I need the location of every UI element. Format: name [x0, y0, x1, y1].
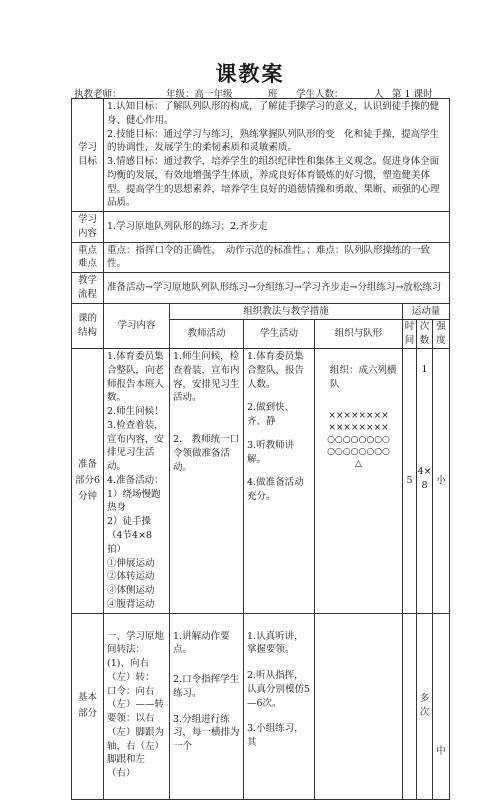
prep-content-line: 1）绕场慢跑热身: [107, 488, 161, 514]
prep-student-line: 4.做准备活动充分。: [247, 477, 304, 503]
basic-student-line: 3.小组练习，其: [247, 723, 304, 749]
basic-student-line: 2.听从指挥，认真分别模仿5—6次。: [247, 670, 311, 709]
prep-content-line: ①伸展运动: [107, 557, 155, 569]
basic-teacher-line: 2.口令指挥学生练习。: [173, 674, 240, 699]
prep-times-2: 4×8: [417, 465, 432, 492]
prep-times: [417, 349, 433, 614]
keypoints-label: 重点难点: [72, 242, 104, 273]
students-label: 学生人数：: [296, 89, 344, 100]
prep-label: 准备部分6分钟: [72, 349, 104, 614]
prep-intensity: 小: [433, 349, 450, 614]
formation-row: ○○○○○○○○: [327, 434, 390, 445]
prep-student-line: 2.做到快、齐、静: [247, 402, 295, 428]
objectives-label: 学习目标: [72, 99, 104, 212]
header-org: 组织与队形: [315, 320, 403, 349]
formation-row: ××××××××: [328, 410, 389, 421]
header-teacher: 教师活动: [170, 320, 244, 349]
formation-row: ○○○○○○○○: [327, 446, 390, 457]
basic-intensity: 中: [433, 613, 450, 799]
basic-time: [403, 613, 417, 799]
basic-student-line: 1.认真听讲，掌握要领。: [247, 630, 304, 656]
basic-organization: [315, 613, 403, 799]
prep-teacher-line: 2. 教师统一口令领做准备活动。: [173, 434, 240, 473]
prep-content-line: 4.准备活动：: [107, 474, 164, 486]
basic-times: 多次: [417, 613, 433, 799]
teacher-triangle-icon: △: [355, 459, 362, 470]
prep-content-line: 2.师生问候！: [107, 406, 164, 418]
basic-content: [104, 613, 174, 799]
prep-times-1: 1: [421, 364, 428, 376]
prep-content-line: ③体侧运动: [107, 585, 155, 597]
objectives-cell: [104, 99, 450, 212]
header-structure: 课的结构: [72, 303, 104, 348]
class-label: 班: [268, 89, 278, 100]
prep-time: 5: [403, 349, 417, 614]
grade-label: 年级：高一年级: [166, 89, 233, 100]
prep-content-line: ②体转运动: [107, 571, 155, 583]
objective-skill: 2.技能目标：通过学习与练习，熟练掌握队列队形的变 化和徒手操，提高学生的协调性，发展学生的柔韧素质和灵敏素质。: [107, 128, 440, 154]
prep-org-title: 组织：成六列横队: [330, 365, 397, 390]
header-content: 学习内容: [104, 303, 170, 348]
prep-student-line: 1.体育委员集合整队，报告人数。: [247, 351, 305, 390]
prep-student-line: 3.听教师讲解。: [247, 439, 295, 465]
objective-emotion: 3.情感目标：通过教学，培养学生的组织纪律性和集体主义观念。促进身体全面均衡的发展，有效地增强学生体质，养成良好体育锻炼的好习惯，塑造健美体型。提高学生的思想素养，培养学生良好的道德情操和勇敢、果断、顽强的心理品质。: [107, 156, 440, 209]
lesson-plan-table: [71, 98, 450, 800]
prep-content: [104, 349, 170, 614]
content-text: 1.学习原地队列队形的练习；2.齐步走: [104, 212, 450, 243]
prep-teacher: [170, 349, 244, 614]
header-times: 次数: [417, 320, 433, 349]
flow-text: 准备活动→学习原地队列队形练习→分组练习→学习齐步走→分组练习→放松练习: [104, 273, 450, 304]
teacher-label: 执教老师：: [74, 89, 122, 100]
content-label: 学习内容: [72, 212, 104, 243]
people-label: 人: [374, 89, 384, 100]
header-load: 运动量: [403, 303, 450, 320]
objective-cognitive: 1.认知目标：了解队列队形的构成，了解徒手操学习的意义，认识到徒手操的健身、健心作用。: [107, 101, 440, 126]
flow-label: 教学流程: [72, 273, 104, 304]
prep-organization: [315, 349, 403, 614]
page-title: 课教案: [215, 61, 285, 86]
prep-content-line: 1.体育委员集合整队，向老师报告本班人数。: [107, 351, 165, 404]
prep-content-line: 2）徒手操（4节4×8拍）: [107, 516, 153, 555]
prep-teacher-line: 1.师生问候，检查着装，宣布内容，安排见习生活动。: [173, 351, 240, 404]
basic-teacher: [170, 613, 244, 799]
prep-content-line: ④腹背运动: [107, 598, 155, 610]
header-methods: 组织教法与教学措施: [170, 303, 403, 320]
keypoints-text: 重点：指挥口令的正确性， 动作示范的标准性。；难点：队列队形操练的一致性。: [104, 242, 450, 273]
header-intensity: 强度: [433, 320, 450, 349]
formation-row: ××××××××: [328, 422, 389, 433]
header-time: 时间: [403, 320, 417, 349]
header-student: 学生活动: [244, 320, 315, 349]
basic-content-line: 一、学习原地间转法： (1)、向右（左）转： 口令：向右（左）——转 要领：以右（左）脚跟为轴，右（左）脚跟和左（右）: [107, 630, 174, 780]
formation-diagram: [318, 410, 399, 471]
lesson-number: 第 1 课时: [392, 89, 433, 100]
prep-student: [244, 349, 315, 614]
prep-content-line: 3.检查着装，宣布内容，安排见习生活动。: [107, 419, 165, 473]
basic-teacher-line: 1.讲解动作要点。: [173, 630, 230, 656]
basic-student: [244, 613, 315, 799]
basic-teacher-line: 3.分组进行练习，每一横排为一个: [173, 713, 240, 753]
basic-label: 基本部分: [72, 613, 104, 799]
